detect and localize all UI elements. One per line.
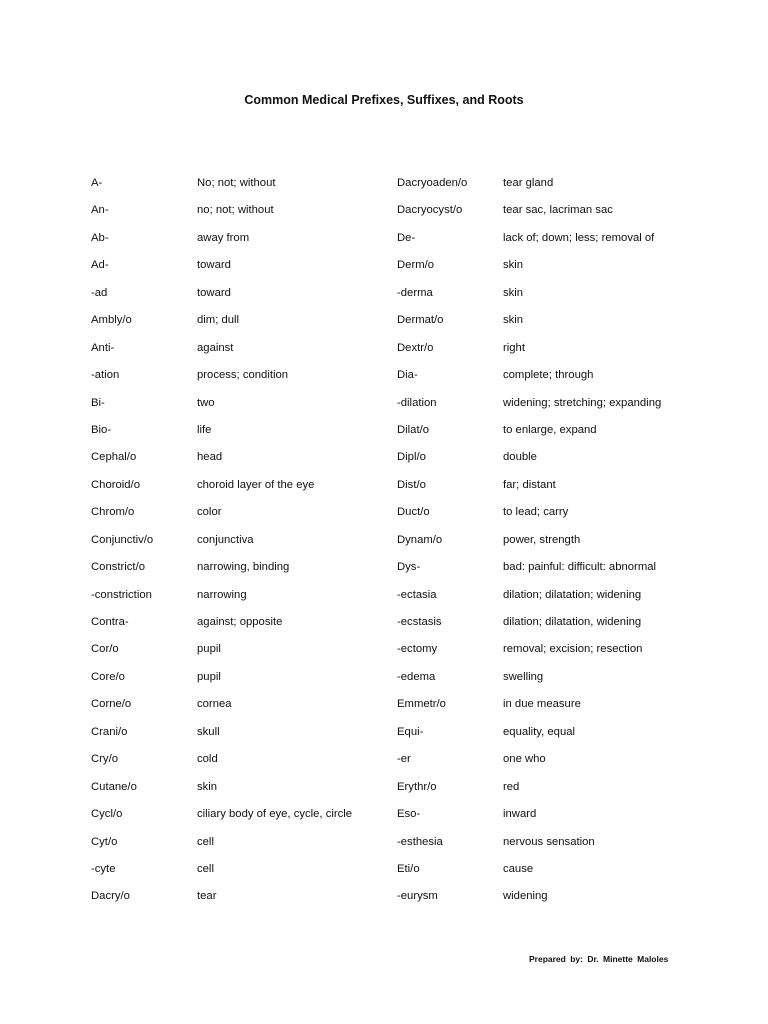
term-word: Constrict/o	[91, 561, 145, 574]
term-word: Dermat/o	[397, 314, 444, 327]
term-word: Ambly/o	[91, 314, 132, 327]
term-word: Dacryoaden/o	[397, 177, 468, 189]
term-word: Bio-	[91, 423, 112, 436]
term-meaning: removal; excision; resection	[503, 643, 643, 656]
term-meaning: power, strength	[503, 533, 581, 546]
term-meaning: away from	[197, 231, 250, 244]
term-word: -cyte	[91, 862, 116, 875]
term-word: -ecstasis	[397, 616, 442, 628]
term-meaning: narrowing, binding	[197, 561, 290, 574]
term-word: Core/o	[91, 670, 125, 683]
term-meaning: tear gland	[503, 177, 554, 189]
term-meaning: life	[197, 423, 212, 436]
term-word: Erythr/o	[397, 780, 437, 793]
term-meaning: equality, equal	[503, 725, 576, 738]
term-meaning: cornea	[197, 698, 232, 711]
term-word: Ab-	[91, 231, 109, 244]
term-meaning: nervous sensation	[503, 835, 595, 848]
term-word: An-	[91, 204, 109, 217]
term-meaning: skull	[197, 725, 220, 738]
term-word: -ation	[91, 369, 120, 382]
term-word: Eti/o	[397, 862, 420, 875]
term-meaning: right	[503, 341, 525, 354]
term-meaning: dilation; dilatation; widening	[503, 588, 642, 601]
term-meaning: process; condition	[197, 369, 289, 382]
page-title: Common Medical Prefixes, Suffixes, and Roots	[244, 93, 524, 107]
term-meaning: red	[503, 780, 520, 793]
term-word: Dys-	[397, 561, 421, 574]
term-word: Eso-	[397, 808, 421, 821]
term-word: Emmetr/o	[397, 698, 446, 711]
term-meaning: pupil	[197, 670, 221, 683]
term-meaning: cause	[503, 862, 534, 875]
term-meaning: skin	[197, 780, 218, 793]
term-meaning: cell	[197, 835, 214, 848]
term-meaning: two	[197, 396, 215, 409]
term-meaning: to lead; carry	[503, 506, 569, 519]
term-word: Dacryocyst/o	[397, 204, 463, 217]
term-word: Dipl/o	[397, 451, 426, 464]
term-word: Cephal/o	[91, 451, 137, 464]
term-word: Cutane/o	[91, 780, 137, 793]
term-meaning: tear sac, lacriman sac	[503, 204, 613, 217]
term-word: Contra-	[91, 616, 129, 628]
term-word: -esthesia	[397, 835, 443, 848]
term-word: De-	[397, 231, 416, 244]
term-word: Duct/o	[397, 506, 430, 519]
term-word: Dacry/o	[91, 890, 130, 903]
term-word: Ad-	[91, 259, 109, 272]
term-meaning: one who	[503, 753, 546, 766]
term-word: Equi-	[397, 725, 424, 738]
term-word: -constriction	[91, 588, 152, 601]
term-word: Dist/o	[397, 478, 426, 491]
term-meaning: toward	[197, 286, 231, 299]
term-word: -edema	[397, 670, 436, 683]
term-word: A-	[91, 177, 103, 189]
term-meaning: double	[503, 451, 537, 464]
term-word: -eurysm	[397, 890, 438, 903]
term-meaning: toward	[197, 259, 231, 272]
term-word: Choroid/o	[91, 478, 140, 491]
term-word: Cycl/o	[91, 808, 123, 821]
term-word: -dilation	[397, 396, 437, 409]
term-meaning: swelling	[503, 670, 544, 683]
term-meaning: lack of; down; less; removal of	[503, 231, 655, 244]
term-meaning: skin	[503, 286, 524, 299]
term-word: Corne/o	[91, 698, 132, 711]
term-word: Cyt/o	[91, 835, 118, 848]
term-meaning: cell	[197, 862, 214, 875]
term-meaning: tear	[197, 890, 217, 903]
term-word: Bi-	[91, 396, 105, 409]
term-meaning: widening	[503, 890, 548, 903]
term-meaning: against; opposite	[197, 616, 283, 628]
term-meaning: narrowing	[197, 588, 247, 601]
term-meaning: pupil	[197, 643, 221, 656]
term-word: -ectomy	[397, 643, 438, 656]
term-meaning: dilation; dilatation, widening	[503, 616, 642, 628]
term-meaning: inward	[503, 808, 537, 821]
term-meaning: in due measure	[503, 698, 581, 711]
term-word: -ectasia	[397, 588, 437, 601]
term-meaning: widening; stretching; expanding	[503, 396, 662, 409]
term-meaning: dim; dull	[197, 314, 240, 327]
term-meaning: choroid layer of the eye	[197, 478, 315, 491]
term-meaning: no; not; without	[197, 204, 274, 217]
term-meaning: to enlarge, expand	[503, 423, 597, 436]
term-word: -er	[397, 753, 411, 766]
term-word: -derma	[397, 286, 433, 299]
term-word: Dia-	[397, 369, 418, 382]
term-meaning: head	[197, 451, 223, 464]
term-word: -ad	[91, 286, 108, 299]
term-word: Dilat/o	[397, 423, 430, 436]
term-word: Cry/o	[91, 753, 118, 766]
term-word: Cor/o	[91, 643, 119, 656]
term-meaning: conjunctiva	[197, 533, 254, 546]
term-meaning: cold	[197, 753, 218, 766]
term-word: Dynam/o	[397, 533, 443, 546]
term-word: Anti-	[91, 341, 115, 354]
term-meaning: bad: painful: difficult: abnormal	[503, 561, 657, 574]
term-meaning: against	[197, 341, 234, 354]
term-meaning: ciliary body of eye, cycle, circle	[197, 808, 353, 821]
term-meaning: far; distant	[503, 478, 556, 491]
term-word: Dextr/o	[397, 341, 434, 354]
term-word: Derm/o	[397, 259, 435, 272]
term-word: Crani/o	[91, 725, 128, 738]
term-word: Chrom/o	[91, 506, 135, 519]
term-word: Conjunctiv/o	[91, 533, 154, 546]
term-meaning: complete; through	[503, 369, 594, 382]
term-meaning: No; not; without	[197, 177, 276, 189]
term-meaning: skin	[503, 259, 524, 272]
term-meaning: color	[197, 506, 222, 519]
footer-credit: Prepared by: Dr. Minette Maloles	[529, 954, 669, 964]
term-meaning: skin	[503, 314, 524, 327]
